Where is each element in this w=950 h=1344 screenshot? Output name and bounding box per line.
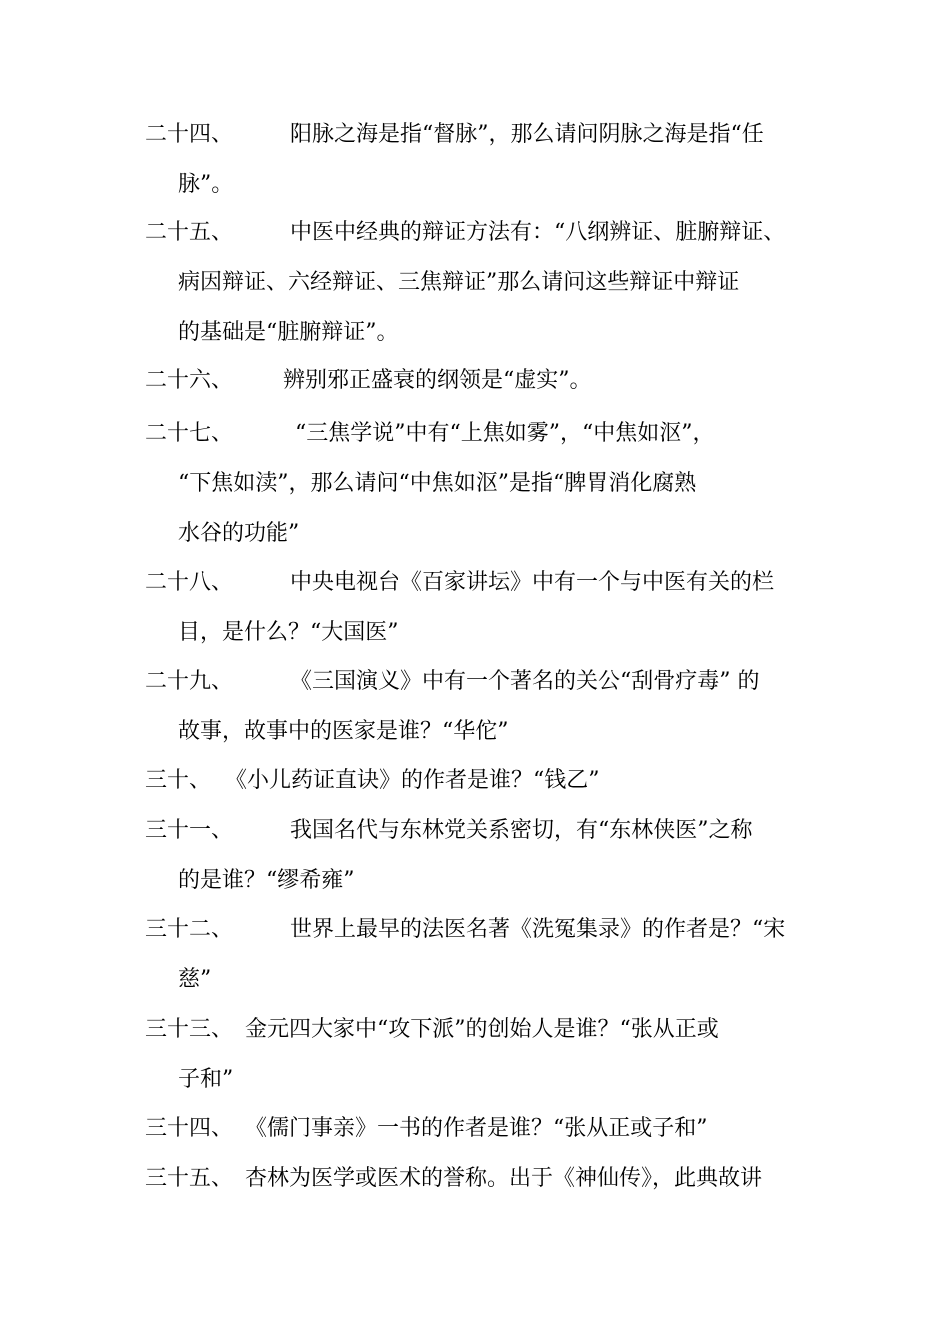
item-text: 辨别邪正盛衰的纲领是“虚实”。 (283, 368, 592, 393)
item-number: 二十五、 (145, 220, 234, 245)
item-continuation-line: 的基础是“脏腑辩证”。 (178, 320, 399, 345)
item-continuation-line: “下焦如渎”，那么请问“中焦如沤”是指“脾胃消化腐熟 (178, 471, 697, 496)
item-first-line (145, 568, 810, 598)
item-number: 三十三、 (145, 1017, 234, 1042)
item-continuation-line: 慈” (178, 967, 212, 992)
item-first-line (145, 120, 810, 150)
item-number: 二十八、 (145, 570, 234, 595)
item-number: 三十四、 (145, 1116, 234, 1141)
item-continuation-line: 目，是什么？“大国医” (178, 620, 399, 645)
item-number: 三十二、 (145, 917, 234, 942)
item-number: 三十、 (145, 768, 212, 793)
item-first-line (145, 1015, 810, 1045)
item-text: 杏林为医学或医术的誉称。出于《神仙传》，此典故讲 (245, 1166, 763, 1191)
item-number: 二十七、 (145, 421, 234, 446)
item-number: 三十五、 (145, 1166, 234, 1191)
item-number: 三十一、 (145, 818, 234, 843)
item-number: 二十四、 (145, 122, 234, 147)
item-continuation-line: 的是谁？“缪希雍” (178, 868, 355, 893)
item-text: 中央电视台《百家讲坛》中有一个与中医有关的栏 (290, 570, 775, 595)
item-continuation-line: 脉”。 (178, 172, 234, 197)
item-number: 二十六、 (145, 368, 234, 393)
item-continuation-line: 病因辩证、六经辩证、三焦辩证”那么请问这些辩证中辩证 (178, 270, 740, 295)
item-text: 《儒门事亲》一书的作者是谁？“张从正或子和” (245, 1116, 708, 1141)
item-text: “三焦学说”中有“上焦如雾”，“中焦如沤”， (295, 421, 715, 446)
item-continuation-line: 水谷的功能” (178, 521, 300, 546)
item-text: 《小儿药证直诀》的作者是谁？“钱乙” (225, 768, 600, 793)
item-first-line (145, 915, 810, 945)
item-first-line (145, 667, 810, 697)
item-text: 中医中经典的辩证方法有：“八纲辨证、脏腑辩证、 (290, 220, 786, 245)
item-text: 我国名代与东林党关系密切，有“东林侠医”之称 (290, 818, 753, 843)
item-first-line (145, 419, 810, 449)
item-first-line (145, 218, 810, 248)
item-first-line (145, 1114, 810, 1144)
item-number: 二十九、 (145, 669, 234, 694)
item-first-line (145, 366, 810, 396)
item-first-line (145, 1164, 810, 1194)
item-text: 《三国演义》中有一个著名的关公“刮骨疗毒” 的 (290, 669, 760, 694)
item-first-line (145, 816, 810, 846)
item-text: 金元四大家中“攻下派”的创始人是谁？“张从正或 (245, 1017, 719, 1042)
item-text: 阳脉之海是指“督脉”，那么请问阴脉之海是指“任 (290, 122, 764, 147)
item-continuation-line: 故事，故事中的医家是谁？“华佗” (178, 719, 509, 744)
item-continuation-line: 子和” (178, 1067, 234, 1092)
item-text: 世界上最早的法医名著《洗冤集录》的作者是？“宋 (290, 917, 786, 942)
item-first-line (145, 766, 810, 796)
